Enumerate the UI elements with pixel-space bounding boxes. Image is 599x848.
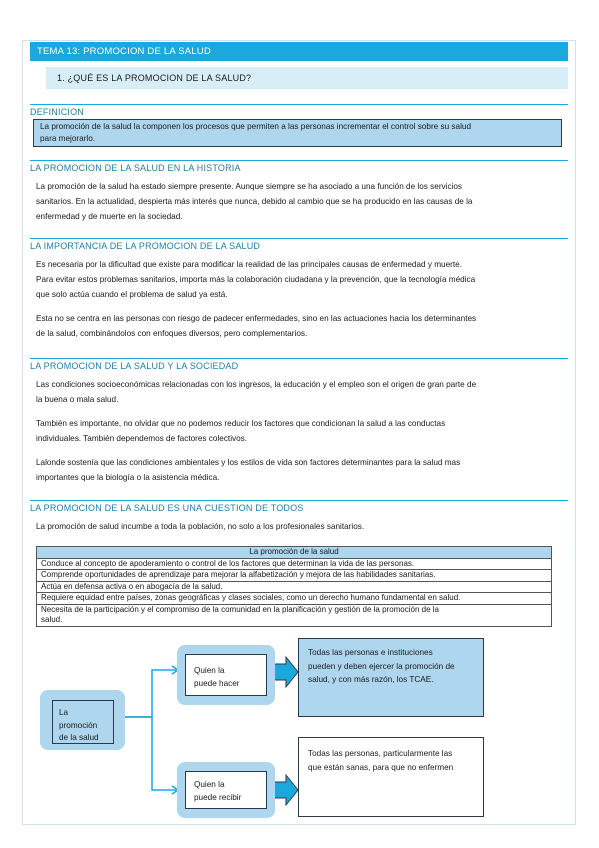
text-line: sanitarios. En la actualidad, despierta más interés que nunca, debido al cambio que se ha producido en las causas de la [36, 197, 473, 206]
block-arrow-bottom [274, 775, 298, 805]
result-text-line: Todas las personas e instituciones [308, 648, 433, 657]
root-label-line: promoción [59, 720, 98, 730]
text-line: Es necesaria por la dificultad que existe para modificar la realidad de las principales causas de enfermedad y muerte. [36, 260, 462, 269]
branch-label-line: Quien la [194, 780, 225, 789]
text-line: enfermedad y de muerte en la sociedad. [36, 212, 183, 221]
result-text-line: Todas las personas, particularmente las [308, 749, 453, 758]
result-text-line: que están sanas, para que no enfermen [308, 762, 454, 772]
table-cell-line: Necesita de la participación y el compromiso de la comunidad en la planificación y gestión de la promoción de la [41, 604, 439, 614]
text-line: importantes que la biología o la asistencia médica. [36, 473, 220, 482]
root-label-line: La [59, 708, 69, 717]
text-line: que solo actúa cuando el problema de salud ya está. [36, 290, 228, 299]
branch-label-line: puede hacer [194, 678, 240, 688]
history-heading: LA PROMOCION DE LA SALUD EN LA HISTORIA [30, 160, 568, 173]
table-cell: Comprende oportunidades de aprendizaje para mejorar la alfabetización y mejora de las habilidades sanitarias. [37, 570, 552, 582]
text-line: También es importante, no olvidar que no podemos reducir los factores que condicionan la salud a las conductas [36, 419, 446, 428]
result-text-line: salud, y con más razón, los TCAE. [308, 675, 434, 684]
text-line: individuales. También dependemos de factores colectivos. [36, 434, 248, 443]
branch-label-line: Quien la [194, 666, 225, 675]
importance-heading: LA IMPORTANCIA DE LA PROMOCION DE LA SALUD [30, 238, 568, 251]
text-line: Lalonde sostenía que las condiciones ambientales y los estilos de vida son factores determinantes para la salud mas [36, 458, 461, 467]
text-line: Para evitar estos problemas sanitarios, importa más la colaboración ciudadana y la prevención, que la tecnología médica [36, 275, 476, 284]
connector-top [123, 670, 176, 717]
root-node [40, 690, 125, 750]
definition-text-line: para mejorarlo. [40, 134, 96, 143]
text-line: de la salud, combinándolos con enfoques diversos, pero complementarios. [36, 329, 308, 338]
root-node-box [52, 700, 114, 744]
branch-node-bottom-box [185, 771, 267, 809]
root-label-line: de la salud [59, 733, 99, 742]
block-arrow-top [274, 657, 298, 687]
branch-node-top [177, 645, 275, 705]
connector-bottom [123, 717, 176, 790]
society-heading: LA PROMOCION DE LA SALUD Y LA SOCIEDAD [30, 358, 568, 371]
topic-title-bar: TEMA 13: PROMOCION DE LA SALUD [30, 42, 568, 61]
branch-node-top-box [185, 654, 267, 696]
text-line: La promoción de salud incumbe a toda la población, no solo a los profesionales sanitarios. [36, 522, 365, 531]
question-heading: 1. ¿QUÉ ES LA PROMOCION DE LA SALUD? [46, 67, 568, 89]
definition-text-line: La promoción de la salud la componen los procesos que permiten a las personas incrementar el control sobre su salud [40, 122, 471, 131]
text-line: Esta no se centra en las personas con riesgo de padecer enfermedades, sino en las actuaciones hacia los determinantes [36, 314, 477, 323]
table-cell: Actúa en defensa activa o en abogacía de la salud. [37, 581, 552, 593]
table-cell: Requiere equidad entre países, zonas geográficas y clases sociales, como un derecho humano fundamental en salud. [37, 593, 552, 605]
result-text-line: pueden y deben ejercer la promoción de [308, 661, 455, 671]
branch-label-line: puede recibir [194, 792, 242, 802]
definition-heading: DEFINICION [30, 104, 568, 117]
text-line: la buena o mala salud. [36, 395, 119, 404]
table-header-cell: La promoción de la salud [37, 547, 552, 559]
branch-node-bottom [177, 762, 275, 818]
result-box-bottom [298, 737, 484, 817]
text-line: La promoción de la salud ha estado siempre presente. Aunque siempre se ha asociado a una función de los servicios [36, 182, 463, 191]
text-line: Las condiciones socioeconómicas relacionadas con los ingresos, la educación y el empleo son el origen de gran parte de [36, 380, 477, 389]
everyone-heading: LA PROMOCION DE LA SALUD ES UNA CUESTION DE TODOS [30, 500, 568, 513]
result-box-top [298, 638, 484, 717]
table-cell-line: salud. [41, 615, 63, 624]
table-cell: Conduce al concepto de apoderamiento o control de los factores que determinan la vida de las personas. [37, 558, 552, 570]
